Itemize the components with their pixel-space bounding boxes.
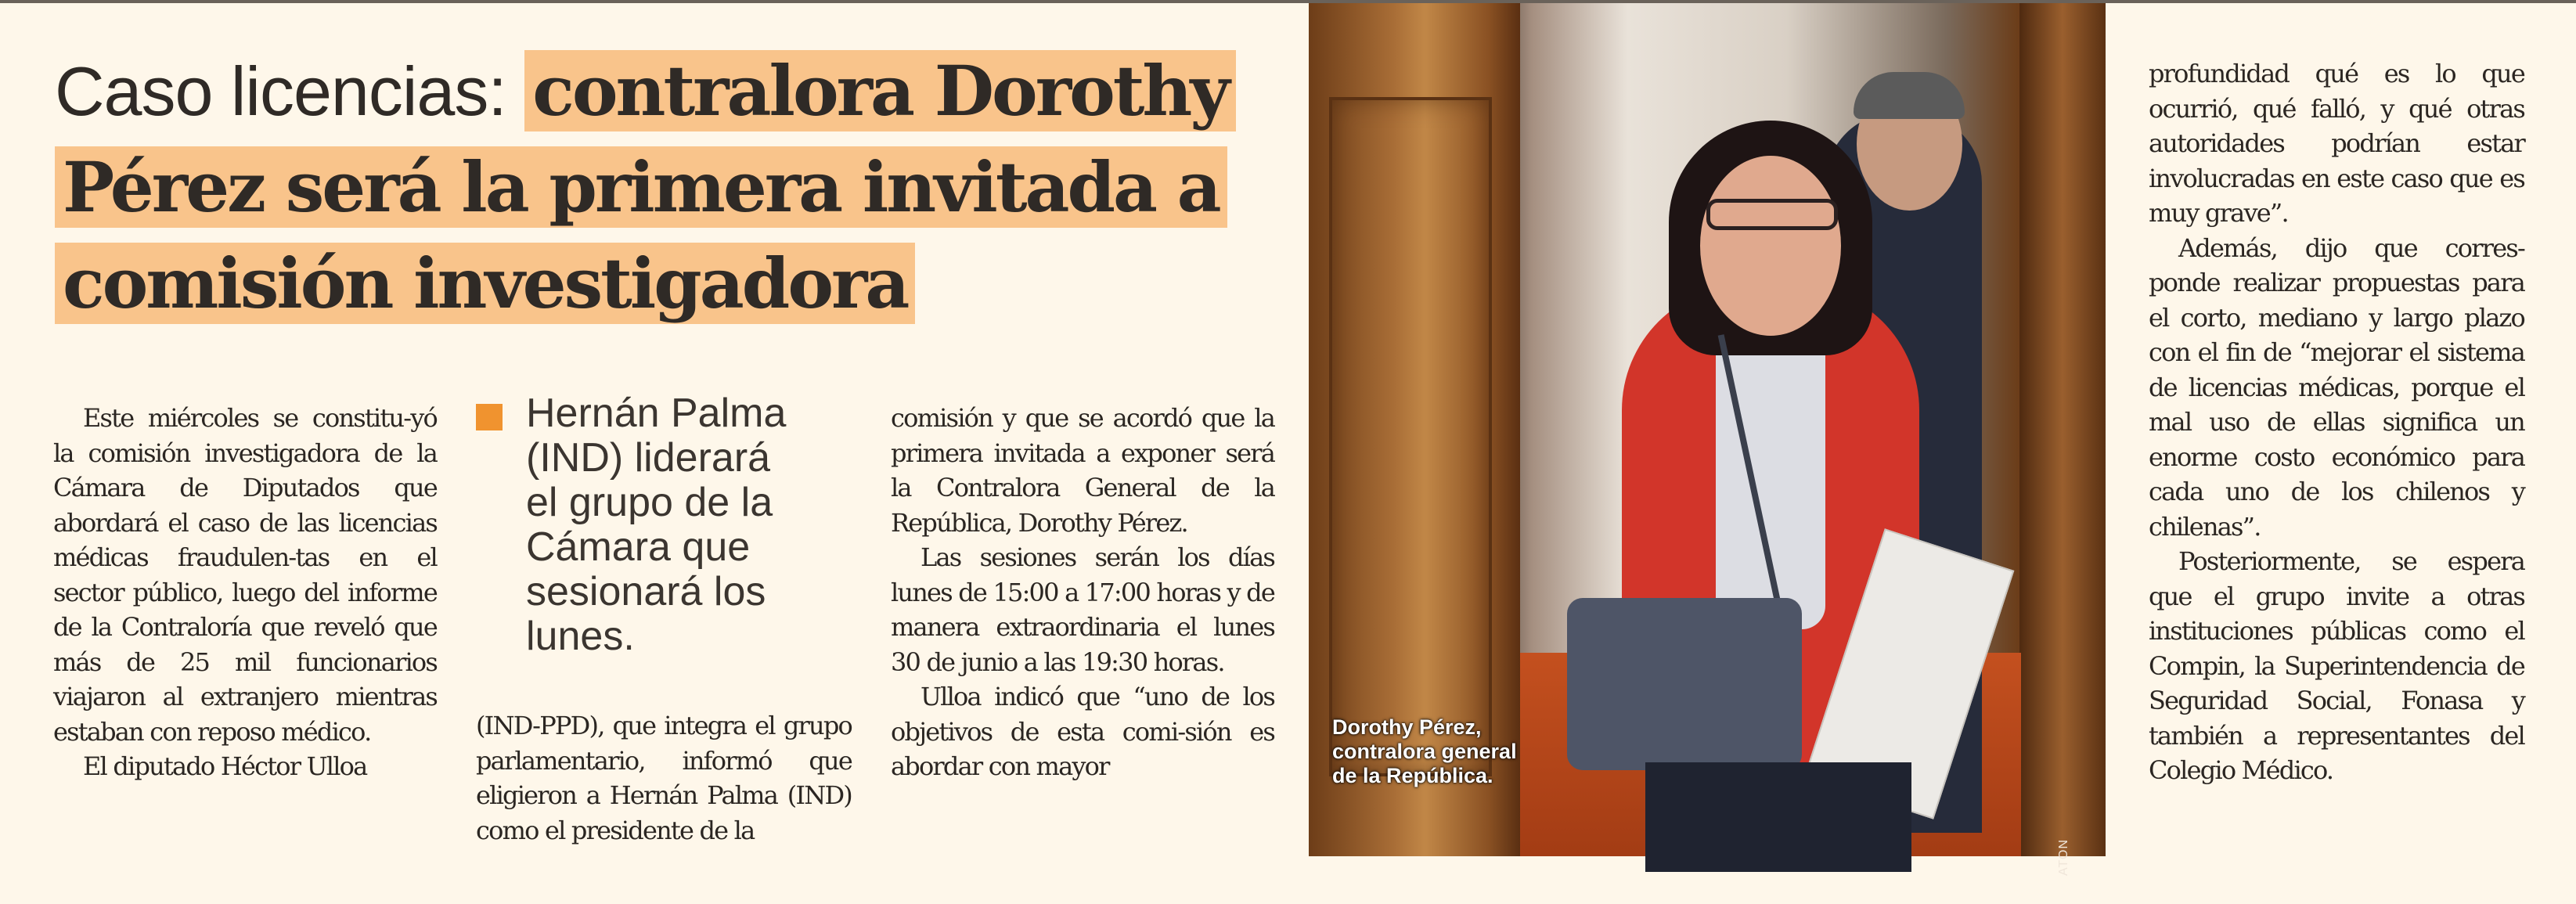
paragraph: comisión y que se acordó que la primera invitada a exponer será la Contralora General de la República, Dorothy Pérez. — [891, 403, 1274, 538]
wooden-door-right — [2019, 3, 2106, 856]
dark-pants — [1645, 762, 1911, 872]
pull-quote — [476, 391, 812, 659]
pull-quote-text: Hernán Palma (IND) liderará el grupo de la Cámara que sesionará los lunes. — [526, 391, 787, 659]
article-column-2-continued — [476, 708, 852, 848]
article-column-4 — [2149, 56, 2524, 788]
headline-kicker: Caso licencias: — [55, 52, 525, 130]
headline — [55, 43, 1292, 332]
woman-face — [1700, 156, 1841, 336]
paragraph: Este miércoles se constitu-yó la comisión investigadora de la Cámara de Diputados que abordará el caso de las licencias médicas fraudulen-tas en el sector público, luego del informe de la Contraloría que reveló que más de 25 mil funcionarios viajaron al extranjero mientras estaban con reposo médico. — [53, 403, 437, 747]
paragraph: (IND-PPD), que integra el grupo parlamentario, informó que eligieron a Hernán Palma (IND) como el presidente de la — [476, 711, 852, 845]
article-column-3 — [891, 401, 1274, 784]
paragraph: Además, dijo que corres-ponde realizar propuestas para el corto, mediano y largo plazo con el fin de “mejorar el sistema de licencias médicas, porque el mal uso de ellas significa un enorme costo económico para cada uno de los chilenos y chilenas”. — [2149, 232, 2524, 542]
handbag — [1567, 598, 1802, 770]
paragraph: Ulloa indicó que “uno de los objetivos de esta comi-sión es abordar con mayor — [891, 682, 1274, 781]
news-photo — [1309, 3, 2106, 876]
photo-caption: Dorothy Pérez, contralora general de la República. — [1332, 715, 1517, 787]
glasses — [1706, 199, 1838, 230]
paragraph: El diputado Héctor Ulloa — [83, 751, 367, 781]
paragraph: Las sesiones serán los días lunes de 15:00 a 17:00 horas y de manera extraordinaria el lunes 30 de junio a las 19:30 horas. — [891, 542, 1274, 677]
paragraph: profundidad qué es lo que ocurrió, qué falló, y qué otras autoridades podrían estar involucradas en este caso que es muy grave”. — [2149, 59, 2524, 228]
photo-credit: ATON — [2057, 839, 2070, 876]
man-hair — [1854, 72, 1965, 119]
headline-main: contralora Dorothy Pérez será la primera invitada a comisión investigadora — [55, 50, 1236, 324]
orange-square-bullet-icon — [476, 404, 503, 430]
paragraph: Posteriormente, se espera que el grupo invite a otras instituciones públicas como el Compin, la Superintendencia de Seguridad Social, Fonasa y también a representantes del Colegio Médico. — [2149, 546, 2524, 785]
top-rule — [0, 0, 2576, 3]
article-column-1 — [53, 401, 437, 784]
